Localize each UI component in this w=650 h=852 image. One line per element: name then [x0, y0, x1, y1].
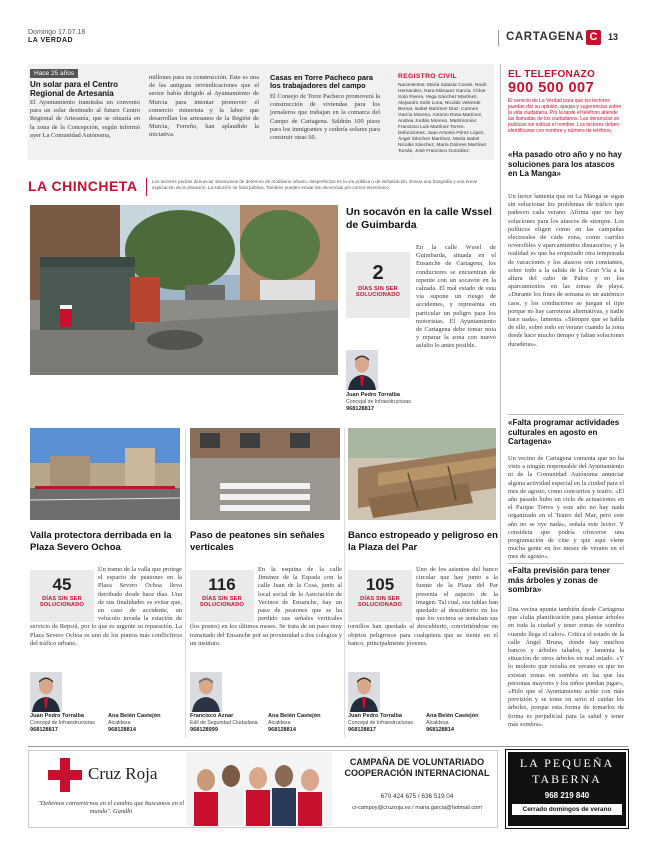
- campaign-line1: CAMPAÑA DE VOLUNTARIADO: [349, 757, 485, 767]
- card3-person1-role: Concejal de Infraestructuras: [348, 720, 413, 726]
- campaign-phone: 670 424 675 / 636 519 04: [380, 793, 454, 800]
- card3-days-label: DÍAS SIN SER SOLUCIONADO: [357, 596, 403, 609]
- header-paper: LA VERDAD: [28, 37, 74, 44]
- main-person-name: Juan Pedro Torralba: [346, 392, 400, 398]
- red-cross-horizontal: [48, 770, 82, 780]
- card-divider-2: [344, 428, 345, 738]
- taberna-phone: 968 219 840: [544, 791, 590, 800]
- campaign-email: ci-campoy@cruzroja.es / maria.garcia@hotmail.com: [352, 805, 482, 811]
- card1-person2-phone: 968128814: [108, 727, 136, 733]
- taberna-line2: TABERNA: [532, 772, 602, 786]
- card2-person2-role: Alcaldesa: [268, 720, 291, 726]
- section-badge: C: [586, 30, 601, 45]
- card1-person1-photo: [30, 672, 62, 712]
- section-title: CARTAGENA: [506, 31, 585, 43]
- taberna-note: Cerrado domingos de verano: [512, 804, 622, 815]
- main-photo: [30, 205, 338, 375]
- chincheta-intro: Los lectores podrán denunciar situaciones de deterioro de mobiliario urbano, desperfectos en la vía pública o de señalización. Enviar una fotografía y una breve explicación de la situación. La solución se hará pública. También pueden enviar las denuncias por correo electrónico.: [152, 179, 478, 190]
- main-text-wide: [346, 324, 496, 340]
- card1-person1-name: Juan Pedro Torralba: [30, 713, 84, 719]
- chincheta-title: LA CHINCHETA: [28, 178, 138, 194]
- telefonazo-quote-2: «Falta programar actividades culturales en agosto en Cartagena»: [508, 418, 620, 446]
- right-column-divider: [500, 64, 501, 720]
- main-title: Un socavón en la calle Wssel de Guimbarda: [346, 206, 492, 231]
- cruzroja-quote: "Debemos convertirnos en el cambio que buscamos en el mundo". Gandhi: [37, 800, 185, 815]
- main-days-box: [346, 252, 410, 318]
- red-cross-icon: [48, 758, 82, 792]
- main-days-label: DÍAS SIN SER SOLUCIONADO: [355, 286, 401, 299]
- cruzroja-name: Cruz Roja: [88, 764, 158, 783]
- ads-top-rule: [28, 746, 628, 747]
- main-person-phone: 968128817: [346, 406, 374, 412]
- card3-text: [348, 566, 498, 666]
- taberna-line1: LA PEQUEÑA: [519, 756, 615, 770]
- card2-person1-photo: [190, 672, 222, 712]
- card-divider-1: [185, 428, 186, 738]
- header-divider: [498, 30, 499, 46]
- card1-days-number: 45: [52, 575, 72, 594]
- card3-photo: [348, 428, 496, 520]
- telefonazo-divider-1: [508, 414, 624, 415]
- main-days-number: 2: [372, 262, 384, 284]
- card3-days-number: 105: [365, 575, 395, 594]
- card1-person2-role: Alcaldesa: [108, 720, 131, 726]
- card1-text-content: Un tramo de la valla que protege el espacio de peatones en la Plaza Severo Ochoa lleva derribado desde hace días. Una de sus finalidades es evitar que, en caso de accidente, un vehículo invada la estación de servicio de Repsol, por lo que es urgente su reparación. La Plaza Severo Ochoa es uno de los puntos más conflictivos del tráfico urbano.: [30, 566, 182, 647]
- history-text-col1: El Ayuntamiento tramitaba un convenio para un solar destinado al futuro Centro Regional de Artesanía, que se situaría en la zona de la Concepción, según informó ayer La Comunidad Autónoma,: [30, 99, 140, 139]
- telefonazo-text-1: Un lector lamenta que en La Manga se sigan sin solucionar los problemas de tráfico que padecen cada verano. Afirma que no hay soluciones para los atascos de siempre. Los políticos eligen como en las campañas electorales de cada zona, como carriles reversibles y aparcamientos disuasorios, y la realidad es que ha empezado otra temporada de vacaciones y los atascos son constantes, sobre todo a la salida de la Gran Vía a la altura del cabo de Palos y en los aparcamientos en las zonas de playa. «Durante los fines de semana es un auténtico caos, y los conductores se juegan el tipo porque no hay carreteras alternativas, y nadie hace nada», lamenta. «Siempre que se habla de ello, sobre todo en verano cuando la zona desde hace mucho tiempo y faltan soluciones duraderas».: [508, 193, 624, 348]
- card2-days-label: DÍAS SIN SER SOLUCIONADO: [199, 596, 245, 609]
- card2-person2-phone: 968128814: [268, 727, 296, 733]
- card2-title: Paso de peatones sin señales verticales: [190, 530, 325, 553]
- telefonazo-title: EL TELEFONAZO: [508, 69, 596, 80]
- card1-person1-role: Concejal de Infraestructuras: [30, 720, 95, 726]
- telefonazo-intro: El servicio de La Verdad para que los lectores puedan dar su opinión, quejas y sugerencias sobre la vida ciudadana. Por la tarde el teléfono atiende las llamadas de los ciudadanos. Las denuncias se publican sin indicar el nombre. Los lectores deben identificarse con nombre y número de teléfono.: [508, 98, 622, 134]
- card2-person1-role: Edil de Seguridad Ciudadana: [190, 720, 258, 726]
- card3-person2-role: Alcaldesa: [426, 720, 449, 726]
- telefonazo-divider-2: [508, 563, 624, 564]
- main-text-col: En la calle Wssel de Guimbarda, situada en el Ensanche de Cartagena, los conductores se encuentran de repente con un socavón en la calzada. El mal estado de esta vía supone un riesgo de accidentes, y representa en particular un peligro para los motoristas. El Ayuntamiento de Cartagena debe tomar nota y reparar la zona con nuevo asfalto lo antes posible.: [416, 244, 496, 350]
- card1-text: [30, 566, 182, 666]
- card3-person1-photo: [348, 672, 380, 712]
- card2-person2-name: Ana Belén Castejón: [268, 713, 321, 719]
- history-title: Un solar para el Centro Regional de Artesanía: [30, 80, 119, 98]
- card1-days-label: DÍAS SIN SER SOLUCIONADO: [39, 596, 85, 609]
- card3-text-content: Uno de los asientos del banco circular que hay junto a la fuente de la Plaza del Par presenta el aspecto de la imagen. Tal cual, sus tablas han quedado al descubierto en los que los vecinos se sentaban sus tornillos han quedado al descubierto, convirtiéndose en objetos peligrosos para cualquiera que se siente en el banco, principalmente jóvenes.: [348, 566, 498, 647]
- card3-title: Banco estropeado y peligroso en la Plaza del Par: [348, 530, 498, 553]
- telefonazo-number: 900 500 007: [508, 80, 595, 96]
- card3-text-float: [348, 566, 416, 622]
- registro-title: REGISTRO CIVIL: [398, 73, 457, 80]
- card2-days-number: 116: [208, 575, 236, 594]
- card2-text: [190, 566, 342, 666]
- card2-photo: [190, 428, 340, 520]
- telefonazo-text-3: Una vecina apunta también desde Cartagena que «falta planificación para plantar árboles en toda la ciudad y tener zonas de sombra cuando llega el calor». Critica el estado de la calle Ángel Bruna, donde hay muchos bancos y árboles talados, y lamenta la situación de otros árboles en mal estado. «Y lo molesto que resulta en verano es que no existan zonas en sombra en las que las personas mayores y los niños puedan jugar», «Pido que el Ayuntamiento actúe con más previsión y se tome en serio el cuidar los árboles, porque esta forma de tomarlos de forma es perjudicial para la salud y tener más sombra».: [508, 606, 624, 728]
- main-person-role: Concejal de Infraestructuras: [346, 399, 411, 405]
- card1-text-float: [30, 566, 98, 622]
- card3-person1-phone: 968128817: [348, 727, 376, 733]
- card2-text-float: [190, 566, 258, 622]
- card3-person2-name: Ana Belén Castejón: [426, 713, 479, 719]
- registro-text: Nacimientos: María Salazar Conde, Noah Hernández, Nora Márquez García, Chloe Soto Rivera, Vega Sánchez Martínez, Alejandro Solís Luna, Nicolás Valverde Bernal, Isabel Martínez Díaz. Carmen García Moreno, Antonio Rosa Martínez, Andrea Jordán Moreno. Matrimonios: Francisco Luis Martínez Torres. Defunciones: Juan Antonio Pérez López, Ángel Sánchez Martínez, María Isabel Nicolás Sánchez, María Dolores Martínez Tomás, José Francisco González.: [398, 83, 487, 154]
- history-tag: Hace 25 años: [30, 69, 78, 78]
- history-text-col2: millones para su construcción. Este es una de las antiguas reivindicaciones que el sector había dirigido al Ayuntamiento de Murcia para intentar promover el comercio minorista y la labor que desarrollan los artesanos de la Región de Murcia, Ferreño, han aplaudido la iniciativa.: [149, 74, 259, 139]
- card2-text-content: En la esquina de la calle Jiménez de la Espada con la calle Juan de la Cosa, junto al local social de la Asociación de Vecinos de Ensanche, hay un paso de peatones que se ha perdido sus señales verticales (los postes) en los últimos meses. Se trata de un paso muy transitado del Ensanche por su proximidad a dos colegios y un instituto.: [190, 566, 342, 647]
- main-person-photo: [346, 350, 378, 390]
- casas-title: Casas en Torre Pacheco para los trabajadores del campo: [270, 73, 373, 91]
- card1-person2-name: Ana Belén Castejón: [108, 713, 161, 719]
- card2-person1-name: Francisco Aznar: [190, 713, 234, 719]
- card3-person2-phone: 968128814: [426, 727, 454, 733]
- card1-person1-phone: 968128817: [30, 727, 58, 733]
- campaign-line2: COOPERACIÓN INTERNACIONAL: [344, 768, 490, 778]
- casas-text: El Consejo de Torre Pacheco promoverá la construcción de viviendas para los jornaleros que trabajan en la comarca del Campo de Cartagena. Saldrán 100 pisos para los inmigrantes y cedería solares para construir otras 60.: [270, 93, 380, 142]
- page-number: 13: [608, 32, 619, 42]
- card1-photo: [30, 428, 180, 520]
- header-date: Domingo 17.07.18: [28, 29, 86, 36]
- card2-person1-phone: 968128999: [190, 727, 218, 733]
- chincheta-divider: [146, 178, 147, 196]
- telefonazo-quote-1: «Ha pasado otro año y no hay soluciones para los atascos en La Manga»: [508, 150, 622, 178]
- card3-person1-name: Juan Pedro Torralba: [348, 713, 402, 719]
- volunteers-photo: [186, 752, 332, 826]
- telefonazo-text-2: Un vecino de Cartagena comenta que no ha visto a ningún responsable del Ayuntamiento ni de la Comunidad Autónoma anunciar alguna actividad especial en la ciudad para el mes de agosto, como conciertos y teatro. «El año pasado hubo un ciclo de actuaciones en el Parque Torres y este año no hay nada organizado en el Teatro del Mar, pero este año no se oye nada», señala este lector. Y considera que podría ofrecerse una programación de cine y que aquí viene mucha gente en los meses de verano en el mes de agosto».: [508, 455, 624, 561]
- telefonazo-quote-3: «Falta previsión para tener más árboles y zonas de sombra»: [508, 566, 610, 594]
- card1-title: Valla protectora derribada en la Plaza Severo Ochoa: [30, 530, 172, 553]
